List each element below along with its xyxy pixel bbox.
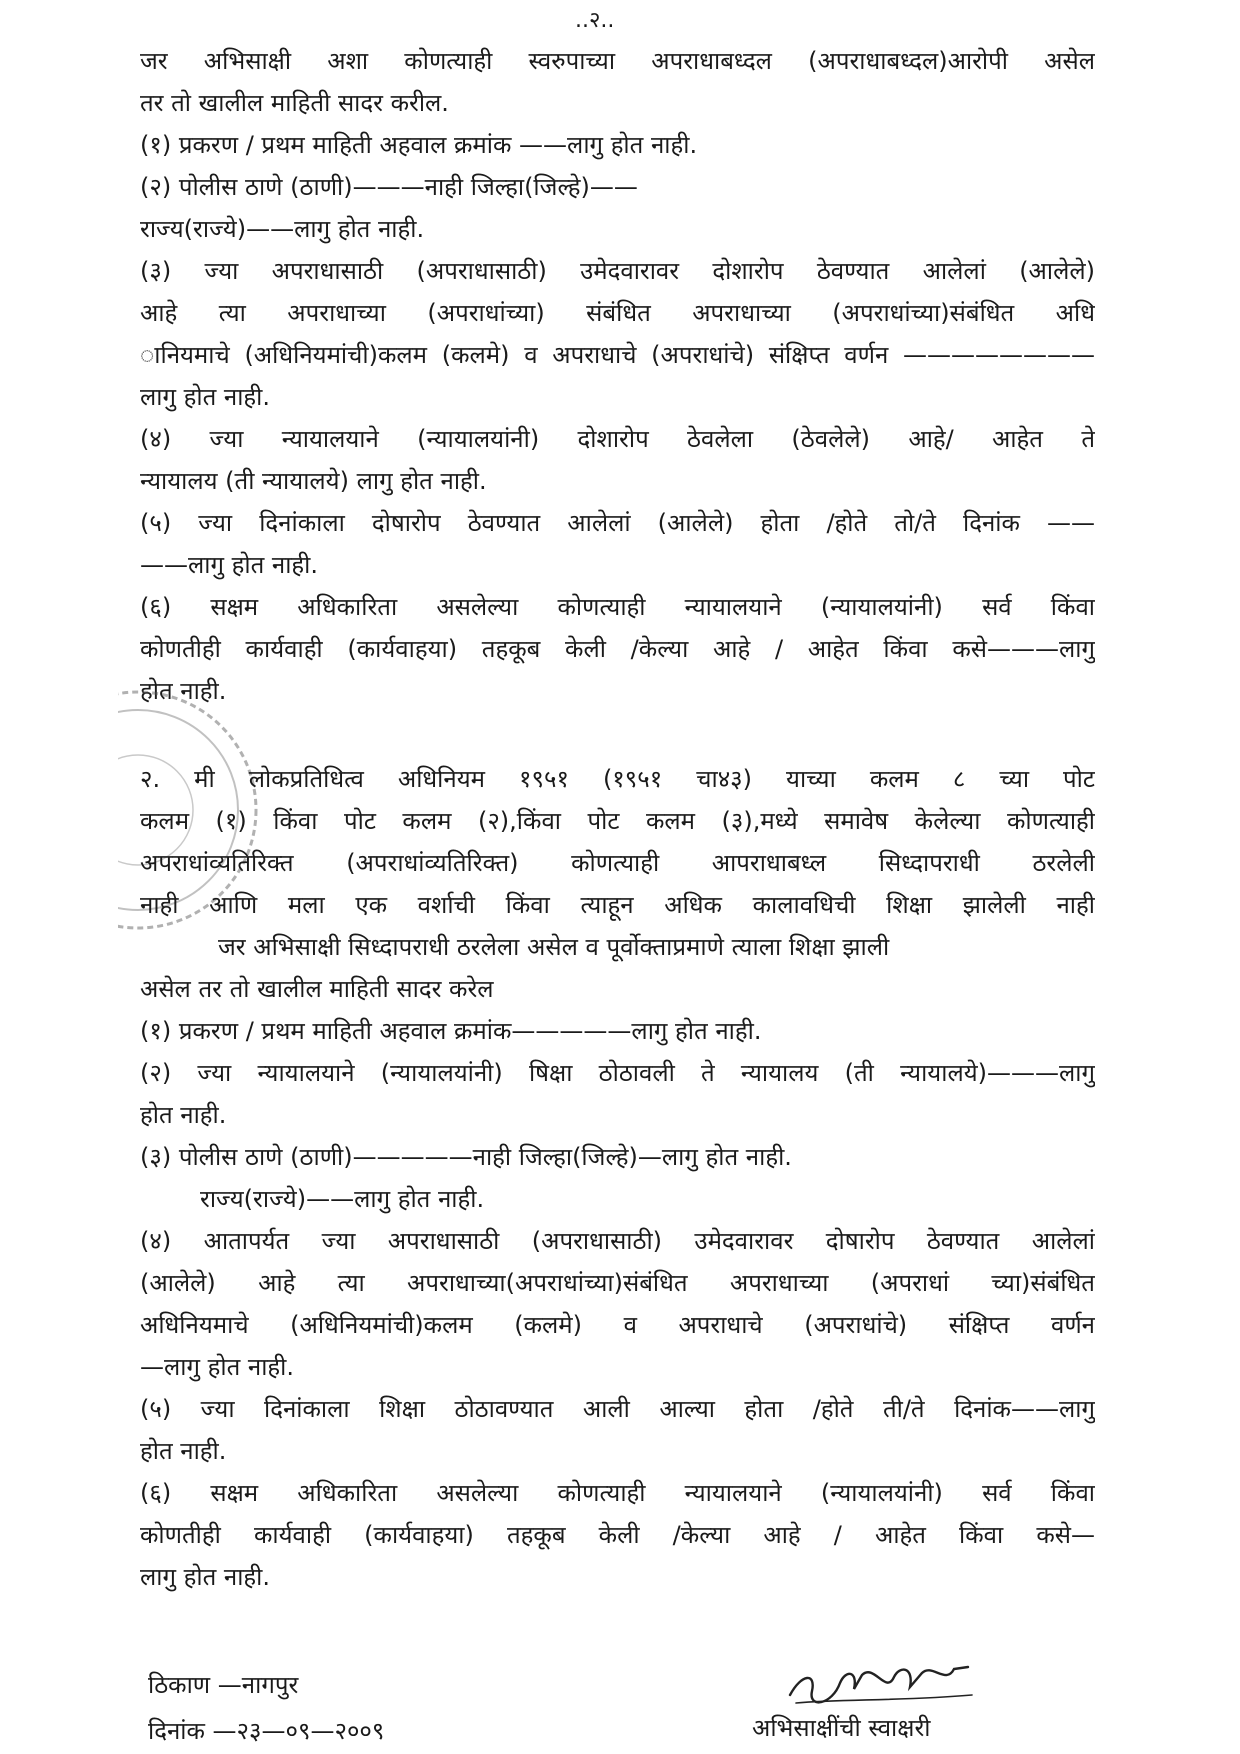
place-line: ठिकाण —नागपुर bbox=[148, 1671, 299, 1699]
text-line: होत नाही. bbox=[140, 677, 227, 705]
text-line: (५) ज्या दिनांकाला शिक्षा ठोठावण्यात आली आल्या होता /होते ती/ते दिनांक——लागु bbox=[140, 1395, 1095, 1423]
section-1 bbox=[140, 40, 1095, 712]
text-line: असेल तर तो खालील माहिती सादर करेल bbox=[140, 975, 494, 1003]
text-line: (४) आतापर्यत ज्या अपराधासाठी (अपराधासाठी) उमेदवारावर दोषारोप ठेवण्यात आलेलां bbox=[140, 1227, 1095, 1255]
text-line: होत नाही. bbox=[140, 1101, 227, 1129]
text-line: होत नाही. bbox=[140, 1437, 227, 1465]
text-line: (५) ज्या दिनांकाला दोषारोप ठेवण्यात आलेलां (आलेले) होता /होते तो/ते दिनांक —— bbox=[140, 509, 1095, 537]
text-line: (२) ज्या न्यायालयाने (न्यायालयांनी) षिक्षा ठोठावली ते न्यायालय (ती न्यायालये)———लागु bbox=[140, 1059, 1095, 1087]
text-line: (१) प्रकरण / प्रथम माहिती अहवाल क्रमांक ——लागु होत नाही. bbox=[140, 131, 698, 159]
text-line: कोणतीही कार्यवाही (कार्यवाहया) तहकूब केली /केल्या आहे / आहेत किंवा कसे———लागु bbox=[140, 635, 1095, 663]
text-line: (२) पोलीस ठाणे (ठाणी)———नाही जिल्हा(जिल्हे)—— bbox=[140, 173, 638, 201]
text-line: अधिनियमाचे (अधिनियमांची)कलम (कलमे) व अपराधाचे (अपराधांचे) संक्षिप्त वर्णन bbox=[140, 1311, 1095, 1339]
text-line: —लागु होत नाही. bbox=[140, 1353, 295, 1381]
text-line: राज्य(राज्ये)——लागु होत नाही. bbox=[140, 215, 425, 243]
text-line: राज्य(राज्ये)——लागु होत नाही. bbox=[200, 1185, 485, 1213]
text-line: (आलेले) आहे त्या अपराधाच्या(अपराधांच्या)संबंधित अपराधाच्या (अपराधां च्या)संबंधित bbox=[140, 1269, 1095, 1297]
text-line: अपराधांव्यतिरिक्त (अपराधांव्यतिरिक्त) कोणत्याही आपराधाबध्ल सिध्दापराधी ठरलेली bbox=[140, 849, 1095, 877]
page-number: ..२.. bbox=[575, 8, 615, 33]
text-line: आहे त्या अपराधाच्या (अपराधांच्या) संबंधित अपराधाच्या (अपराधांच्या)संबंधित अधि bbox=[140, 299, 1095, 327]
text-line: (४) ज्या न्यायालयाने (न्यायालयांनी) दोशारोप ठेवलेला (ठेवलेले) आहे/ आहेत ते bbox=[140, 425, 1095, 453]
text-line: (६) सक्षम अधिकारिता असलेल्या कोणत्याही न्यायालयाने (न्यायालयांनी) सर्व किंवा bbox=[140, 593, 1095, 621]
text-line: लागु होत नाही. bbox=[140, 383, 271, 411]
signature-block bbox=[752, 1655, 1012, 1747]
text-line: न्यायालय (ती न्यायालये) लागु होत नाही. bbox=[140, 467, 487, 495]
date-line: दिनांक —२३—०९—२००९ bbox=[148, 1717, 385, 1745]
text-line: (१) प्रकरण / प्रथम माहिती अहवाल क्रमांक—————लागु होत नाही. bbox=[140, 1017, 762, 1045]
text-line: (३) पोलीस ठाणे (ठाणी)—————नाही जिल्हा(जिल्हे)—लागु होत नाही. bbox=[140, 1143, 792, 1171]
text-line: लागु होत नाही. bbox=[140, 1563, 271, 1591]
text-line: (६) सक्षम अधिकारिता असलेल्या कोणत्याही न्यायालयाने (न्यायालयांनी) सर्व किंवा bbox=[140, 1479, 1095, 1507]
handwritten-signature-icon bbox=[782, 1655, 982, 1715]
text-line: तर तो खालील माहिती सादर करील. bbox=[140, 89, 449, 117]
text-line: कोणतीही कार्यवाही (कार्यवाहया) तहकूब केली /केल्या आहे / आहेत किंवा कसे— bbox=[140, 1521, 1095, 1549]
text-line: (३) ज्या अपराधासाठी (अपराधासाठी) उमेदवारावर दोशारोप ठेवण्यात आलेलां (आलेले) bbox=[140, 257, 1095, 285]
text-line: नाही आणि मला एक वर्शाची किंवा त्याहून अधिक कालावधिची शिक्षा झालेली नाही bbox=[140, 891, 1095, 919]
text-line: ——लागु होत नाही. bbox=[140, 551, 319, 579]
text-line: कलम (१) किंवा पोट कलम (२),किंवा पोट कलम (३),मध्ये समावेष केलेल्या कोणत्याही bbox=[140, 807, 1095, 835]
section-2 bbox=[140, 758, 1095, 1598]
text-line: ानियमाचे (अधिनियमांची)कलम (कलमे) व अपराधाचे (अपराधांचे) संक्षिप्त वर्णन ———————— bbox=[140, 341, 1095, 369]
signature-caption: अभिसाक्षींची स्वाक्षरी bbox=[752, 1714, 931, 1742]
footer-place-date bbox=[148, 1662, 384, 1754]
text-line: जर अभिसाक्षी सिध्दापराधी ठरलेला असेल व पूर्वोक्ताप्रमाणे त्याला शिक्षा झाली bbox=[218, 933, 890, 961]
text-line: जर अभिसाक्षी अशा कोणत्याही स्वरुपाच्या अपराधाबध्दल (अपराधाबध्दल)आरोपी असेल bbox=[140, 47, 1095, 75]
text-line: २. मी लोकप्रतिधित्व अधिनियम १९५१ (१९५१ चा४३) याच्या कलम ८ च्या पोट bbox=[140, 765, 1095, 793]
